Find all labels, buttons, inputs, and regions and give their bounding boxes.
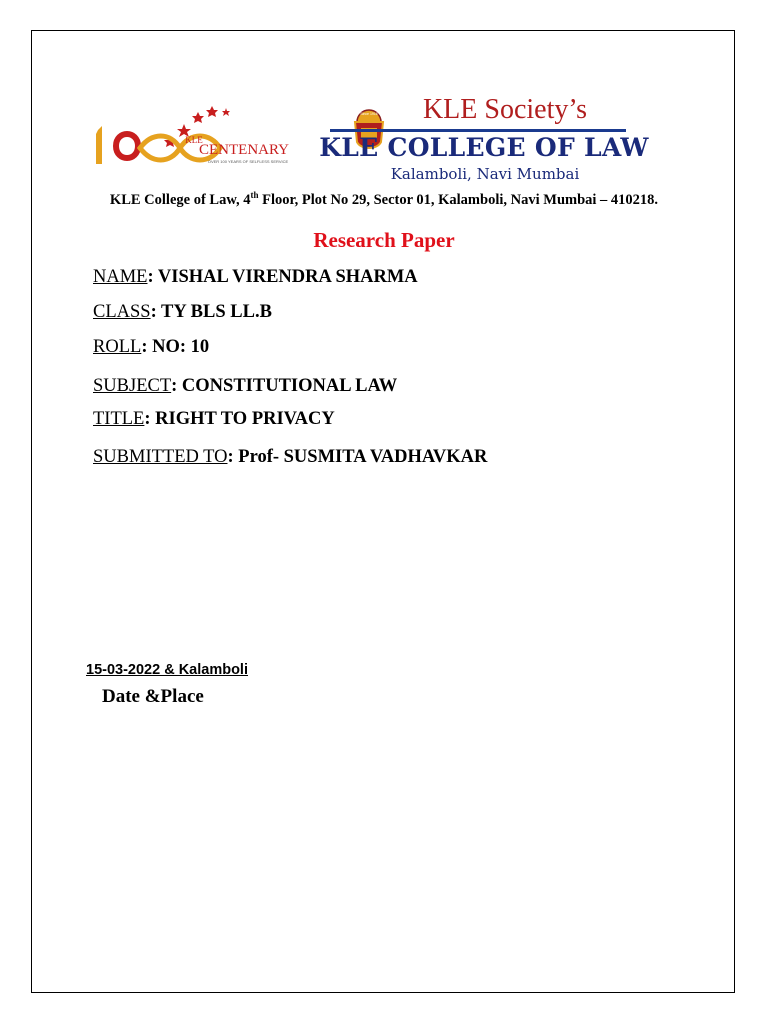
centenary-sub-text: OVER 100 YEARS OF SELFLESS SERVICE — [207, 159, 289, 164]
centenary-logo-icon — [92, 104, 304, 170]
college-title: KLE COLLEGE OF LAW — [319, 133, 649, 162]
crest-text: Since 1916 — [360, 112, 378, 116]
banner-rule — [330, 129, 626, 132]
class-label: CLASS — [93, 302, 151, 322]
title-value: : RIGHT TO PRIVACY — [144, 409, 335, 429]
centenary-text: CENTENARY — [199, 142, 289, 158]
roll-value: : NO: 10 — [141, 337, 210, 357]
college-banner — [92, 86, 680, 186]
roll-label: ROLL — [93, 337, 142, 357]
subject-field — [93, 376, 397, 397]
college-address — [0, 190, 768, 209]
title-field — [93, 409, 335, 430]
college-location: Kalamboli, Navi Mumbai — [390, 165, 580, 183]
paper-heading: Research Paper — [313, 228, 455, 252]
address-sup: th — [250, 190, 259, 200]
class-value: : TY BLS LL.B — [150, 302, 272, 322]
submitted-to-field — [93, 447, 487, 468]
subject-label: SUBJECT — [93, 376, 172, 396]
title-label: TITLE — [93, 409, 145, 429]
society-title: KLE Society’s — [422, 94, 588, 125]
name-field — [93, 267, 418, 288]
roll-field — [93, 337, 209, 358]
address-part2: Floor, Plot No 29, Sector 01, Kalamboli, Navi Mumbai – 410218. — [258, 191, 659, 208]
date-place-label: Date &Place — [102, 686, 204, 707]
submitted-to-label: SUBMITTED TO — [93, 447, 228, 467]
address-part1: KLE College of Law, 4 — [109, 191, 251, 208]
name-value: : VISHAL VIRENDRA SHARMA — [147, 267, 418, 287]
class-field — [93, 302, 272, 323]
submitted-to-value: : Prof- SUSMITA VADHAVKAR — [227, 447, 488, 467]
centenary-kle-text: KLE — [185, 135, 203, 145]
date-place-value: 15-03-2022 & Kalamboli — [86, 662, 248, 678]
subject-value: : CONSTITUTIONAL LAW — [171, 376, 398, 396]
name-label: NAME — [93, 267, 148, 287]
